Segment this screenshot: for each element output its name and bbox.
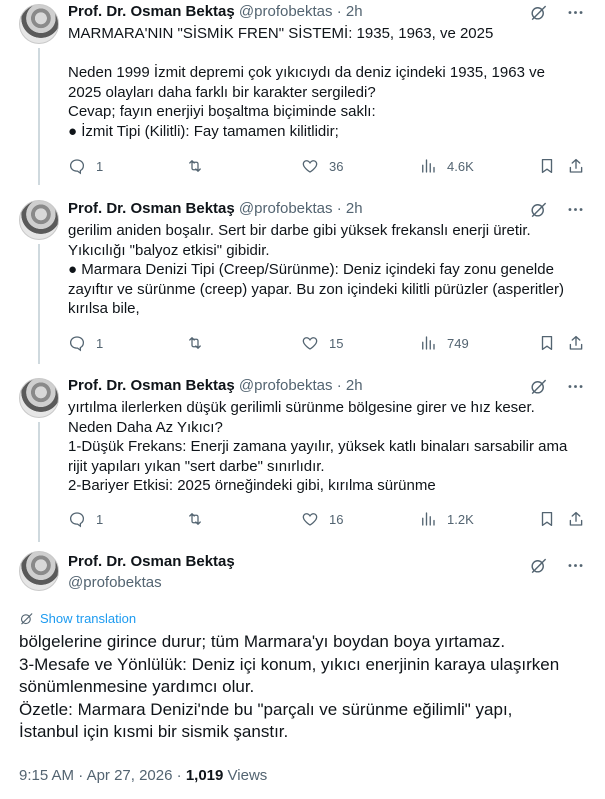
bookmark-button[interactable] xyxy=(538,334,556,352)
retweet-button[interactable] xyxy=(186,334,214,352)
text-line: 3-Mesafe ve Yönlülük: Deniz içi konum, yıkıcı enerjinin karaya ulaşırken xyxy=(19,654,560,674)
retweet-icon xyxy=(186,157,204,175)
action-bar xyxy=(68,334,588,354)
author-name[interactable]: Prof. Dr. Osman Bektaş xyxy=(68,3,235,20)
tweet-top-icons xyxy=(529,3,585,22)
separator: · xyxy=(176,767,182,784)
avatar[interactable] xyxy=(19,4,59,44)
bookmark-button[interactable] xyxy=(538,157,556,175)
bookmark-icon xyxy=(538,157,556,175)
like-count: 16 xyxy=(329,511,344,527)
views-count: 4.6K xyxy=(447,158,474,174)
action-bar xyxy=(68,157,588,177)
globe-icon xyxy=(19,611,34,626)
views-button[interactable] xyxy=(419,157,474,175)
heart-icon xyxy=(301,157,319,175)
retweet-icon xyxy=(186,510,204,528)
thread-line xyxy=(38,48,40,185)
more-icon[interactable] xyxy=(566,377,585,396)
tweet-text xyxy=(68,398,588,496)
tweet-text xyxy=(68,221,588,319)
share-button[interactable] xyxy=(567,510,585,528)
text-line: ● İzmit Tipi (Kilitli): Fay tamamen kilitlidir; xyxy=(68,122,339,140)
separator: · xyxy=(336,377,342,394)
tweet-meta xyxy=(19,767,267,784)
views-count: 1.2K xyxy=(447,511,474,527)
views-count: 1,019 xyxy=(185,767,224,784)
grok-icon[interactable] xyxy=(529,377,548,396)
reply-count: 1 xyxy=(96,511,104,527)
author-handle[interactable]: @profobektas xyxy=(68,574,162,591)
views-count: 749 xyxy=(447,335,469,351)
text-line: ● Marmara Denizi Tipi (Creep/Sürünme): Deniz içindeki fay zonu genelde xyxy=(68,261,554,278)
main-tweet-text xyxy=(19,631,589,744)
bookmark-icon xyxy=(538,334,556,352)
like-button[interactable] xyxy=(301,334,343,352)
text-line: 2-Bariyer Etkisi: 2025 örneğindeki gibi, kırılma sürünme xyxy=(68,477,436,494)
bookmark-icon xyxy=(538,510,556,528)
tweet-text xyxy=(68,24,588,141)
separator: · xyxy=(336,200,342,217)
avatar[interactable] xyxy=(19,551,59,591)
tweet-top-icons xyxy=(529,200,585,219)
like-button[interactable] xyxy=(301,157,343,175)
reply-icon xyxy=(68,510,86,528)
more-icon[interactable] xyxy=(566,556,585,575)
reply-button[interactable] xyxy=(68,510,103,528)
like-count: 15 xyxy=(329,335,344,351)
share-icon xyxy=(567,334,585,352)
like-count: 36 xyxy=(329,158,344,174)
retweet-button[interactable] xyxy=(186,510,214,528)
more-icon[interactable] xyxy=(566,200,585,219)
tweet-header xyxy=(68,2,363,22)
views-icon xyxy=(419,334,437,352)
heart-icon xyxy=(301,334,319,352)
tweet-header xyxy=(68,199,363,219)
action-bar xyxy=(68,510,588,530)
author-name[interactable]: Prof. Dr. Osman Bektaş xyxy=(68,377,235,394)
text-line: Neden 1999 İzmit depremi çok yıkıcıydı da deniz içindeki 1935, 1963 ve xyxy=(68,64,545,81)
reply-button[interactable] xyxy=(68,334,103,352)
text-line: İstanbul için kısmi bir sismik şanstır. xyxy=(19,722,289,742)
text-line: yırtılma ilerlerken düşük gerilimli sürünme bölgesine girer ve hız keser. xyxy=(68,399,535,416)
timestamp[interactable]: 2h xyxy=(345,3,363,20)
thread-line xyxy=(38,244,40,364)
separator: · xyxy=(336,3,342,20)
more-icon[interactable] xyxy=(566,3,585,22)
reply-icon xyxy=(68,157,86,175)
text-line: Cevap; fayın enerjiyi boşaltma biçiminde saklı: xyxy=(68,103,376,120)
separator: · xyxy=(78,767,84,784)
text-line: 2025 olayları daha farklı bir karakter sergiledi? xyxy=(68,83,376,101)
views-button[interactable] xyxy=(419,334,469,352)
bookmark-button[interactable] xyxy=(538,510,556,528)
reply-count: 1 xyxy=(96,335,104,351)
reply-button[interactable] xyxy=(68,157,103,175)
text-line: Neden Daha Az Yıkıcı? xyxy=(68,418,223,436)
text-line: gerilim aniden boşalır. Sert bir darbe gibi yüksek frekanslı enerji üretir. xyxy=(68,222,531,239)
post-time[interactable]: 9:15 AM xyxy=(19,767,75,784)
timestamp[interactable]: 2h xyxy=(345,377,363,394)
tweet-header xyxy=(68,376,363,396)
views-icon xyxy=(419,157,437,175)
post-date[interactable]: Apr 27, 2026 xyxy=(86,767,173,784)
show-translation-label: Show translation xyxy=(40,611,137,626)
author-handle[interactable]: @profobektas xyxy=(238,377,333,394)
share-button[interactable] xyxy=(567,157,585,175)
views-icon xyxy=(419,510,437,528)
grok-icon[interactable] xyxy=(529,200,548,219)
grok-icon[interactable] xyxy=(529,556,548,575)
reply-count: 1 xyxy=(96,158,104,174)
tweet-top-icons xyxy=(529,377,585,396)
views-label: Views xyxy=(227,767,268,784)
author-handle[interactable]: @profobektas xyxy=(238,3,333,20)
retweet-button[interactable] xyxy=(186,157,214,175)
text-line: bölgelerine girince durur; tüm Marmara'yı boydan boya yırtamaz. xyxy=(19,632,506,651)
avatar[interactable] xyxy=(19,200,59,240)
like-button[interactable] xyxy=(301,510,343,528)
text-line: kırılsa bile, xyxy=(68,300,140,317)
text-line: rijit yapıları yıkan "sert darbe" sınırlıdır. xyxy=(68,457,325,475)
author-handle[interactable]: @profobektas xyxy=(238,200,333,217)
timestamp[interactable]: 2h xyxy=(345,200,363,217)
text-line: MARMARA'NIN "SİSMİK FREN" SİSTEMİ: 1935, 1963, ve 2025 xyxy=(68,25,494,42)
text-line: Özetle: Marmara Denizi'nde bu "parçalı ve sürünme eğilimli" yapı, xyxy=(19,699,513,719)
grok-icon[interactable] xyxy=(529,3,548,22)
share-icon xyxy=(567,510,585,528)
views-button[interactable] xyxy=(419,510,474,528)
share-icon xyxy=(567,157,585,175)
avatar[interactable] xyxy=(19,378,59,418)
text-line: Yıkıcılığı "balyoz etkisi" gibidir. xyxy=(68,241,270,259)
text-line: sönümlenmesine yardımcı olur. xyxy=(19,677,255,697)
reply-icon xyxy=(68,334,86,352)
thread-line xyxy=(38,422,40,542)
show-translation-link[interactable] xyxy=(19,611,136,626)
author-name[interactable]: Prof. Dr. Osman Bektaş xyxy=(68,553,235,570)
retweet-icon xyxy=(186,334,204,352)
author-name[interactable]: Prof. Dr. Osman Bektaş xyxy=(68,200,235,217)
text-line: zayıftır ve sürünme (creep) yapar. Bu zon içindeki kilitli pürüzler (asperitler) xyxy=(68,280,565,298)
text-line: 1-Düşük Frekans: Enerji zamana yayılır, yüksek katlı binaları sarsabilir ama xyxy=(68,438,568,455)
tweet-top-icons xyxy=(529,556,585,575)
share-button[interactable] xyxy=(567,334,585,352)
heart-icon xyxy=(301,510,319,528)
